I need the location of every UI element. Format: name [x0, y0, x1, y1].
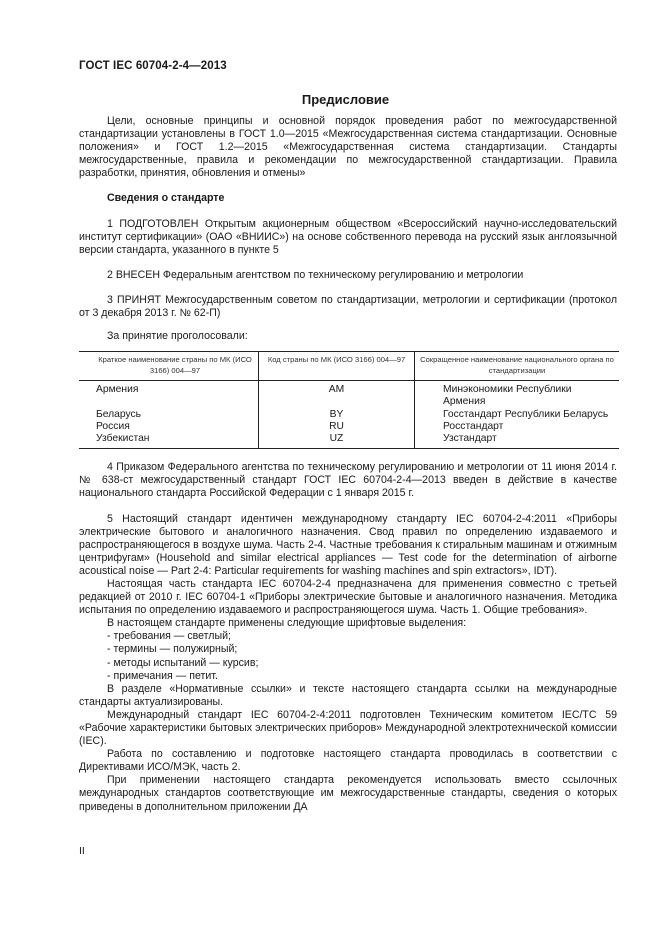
- application-paragraph: При применении настоящего стандарта рекомендуется использовать вместо ссылочных международных стандартов соответствующие им межгосударственные стандарты, сведения о которых приведены в дополнительном приложении ДА: [79, 774, 617, 813]
- vote-table-header-code: Код страны по МК (ИСО 3166) 004—97: [259, 352, 415, 381]
- vote-table-header-country: Краткое наименование страны по МК (ИСО 3166) 004—97: [79, 352, 259, 381]
- list-item: - требования — светлый;: [107, 630, 231, 643]
- usage-paragraph: Настоящая часть стандарта IEC 60704-2-4 предназначена для применения совместно с третьей редакцией от 2010 г. IEC 60704-1 «Приборы электрические бытовые и аналогичного назначения. Методика испытания по определению издаваемого и распространяющегося шума. Часть 1. Общие требования».: [79, 577, 617, 617]
- table-row: [79, 409, 619, 421]
- item-1-paragraph: 1 ПОДГОТОВЛЕН Открытым акционерным обществом «Всероссийский научно-исследовательский институт сертификации» (ОАО «ВНИИС») на основе собственного перевода на русский язык англоязычной версии стандарта, указанного в пункте 5: [79, 217, 617, 256]
- vote-table: [79, 351, 619, 449]
- list-item: - примечания — петит.: [107, 669, 218, 682]
- table-row: [79, 433, 619, 449]
- table-row: [79, 421, 619, 433]
- list-item: - методы испытаний — курсив;: [107, 656, 259, 669]
- vote-intro: За принятие проголосовали:: [107, 330, 248, 343]
- technical-committee-paragraph: Международный стандарт IEC 60704-2-4:2011 подготовлен Техническим комитетом IEC/TC 59 «Рабочие характеристики бытовых электрических приборов» Международной электротехнической комиссии (IEC).: [79, 708, 617, 748]
- intro-paragraph: Цели, основные принципы и основной порядок проведения работ по межгосударственной стандартизации установлены в ГОСТ 1.0—2015 «Межгосударственная система стандартизации. Основные положения» и ГОСТ 1.2—2015 «Межгосударственная система стандартизации. Стандарты межгосударственные, правила и рекомендации по межгосударственной стандартизации. Правила разработки, принятия, обновления и отмены»: [79, 115, 617, 180]
- references-paragraph: В разделе «Нормативные ссылки» и тексте настоящего стандарта ссылки на международные стандарты актуализированы.: [79, 682, 617, 708]
- table-cell-country: Узбекистан: [79, 433, 259, 449]
- vote-table-header-body: Сокращенное наименование национального органа по стандартизации: [415, 352, 620, 381]
- page-title: Предисловие: [301, 92, 390, 107]
- table-cell-code: UZ: [259, 433, 415, 449]
- fonts-paragraph: В настоящем стандарте применены следующие шрифтовые выделения:: [107, 617, 467, 630]
- item-2-paragraph: 2 ВНЕСЕН Федеральным агентством по техническому регулированию и метрологии: [107, 268, 524, 281]
- table-cell-country: Армения: [96, 384, 139, 396]
- list-item: - термины — полужирный;: [107, 643, 238, 656]
- table-cell-code: AM: [259, 381, 415, 409]
- page-number: II: [79, 845, 85, 857]
- table-cell-country: Беларусь: [96, 408, 142, 420]
- table-row: [79, 381, 619, 409]
- table-cell-body: Узстандарт: [415, 433, 620, 449]
- table-cell-code: RU: [259, 421, 415, 433]
- table-cell-country: Россия: [96, 420, 130, 432]
- item-5-paragraph: 5 Настоящий стандарт идентичен международному стандарту IEC 60704-2-4:2011 «Приборы электрические бытового и аналогичного назначения. Свод правил по определению издаваемого и распространяющегося в воздухе шума. Часть 2-4. Частные требования к стиральным машинам и отжимным центрифугам» (Household and similar electrical appliances — Test code for the determination of airborne acoustical noise — Part 2-4: Particular requirements for washing machines and spin extractors», IDT).: [79, 512, 617, 577]
- table-cell-body: Госстандарт Республики Беларусь: [415, 409, 620, 421]
- document-body: [79, 115, 617, 814]
- table-cell-body: Минэкономики Республики Армения: [415, 381, 620, 409]
- directives-paragraph: Работа по составлению и подготовке настоящего стандарта проводилась в соответствии с Директивами ИСО/МЭК, часть 2.: [79, 748, 617, 774]
- item-4-paragraph: 4 Приказом Федерального агентства по техническому регулированию и метрологии от 11 июня 2014 г. № 638-ст межгосударственный стандарт ГОСТ IEC 60704-2-4—2013 введен в действие в качестве национального стандарта Российской Федерации с 1 января 2015 г.: [79, 461, 617, 500]
- table-cell-code: BY: [259, 409, 415, 421]
- section-heading: Сведения о стандарте: [107, 192, 225, 205]
- item-3-paragraph: 3 ПРИНЯТ Межгосударственным советом по стандартизации, метрологии и сертификации (протокол от 3 декабря 2013 г. № 62-П): [79, 293, 617, 320]
- document-code-header: ГОСТ IEC 60704-2-4—2013: [79, 60, 227, 72]
- table-cell-body: Росстандарт: [415, 421, 620, 433]
